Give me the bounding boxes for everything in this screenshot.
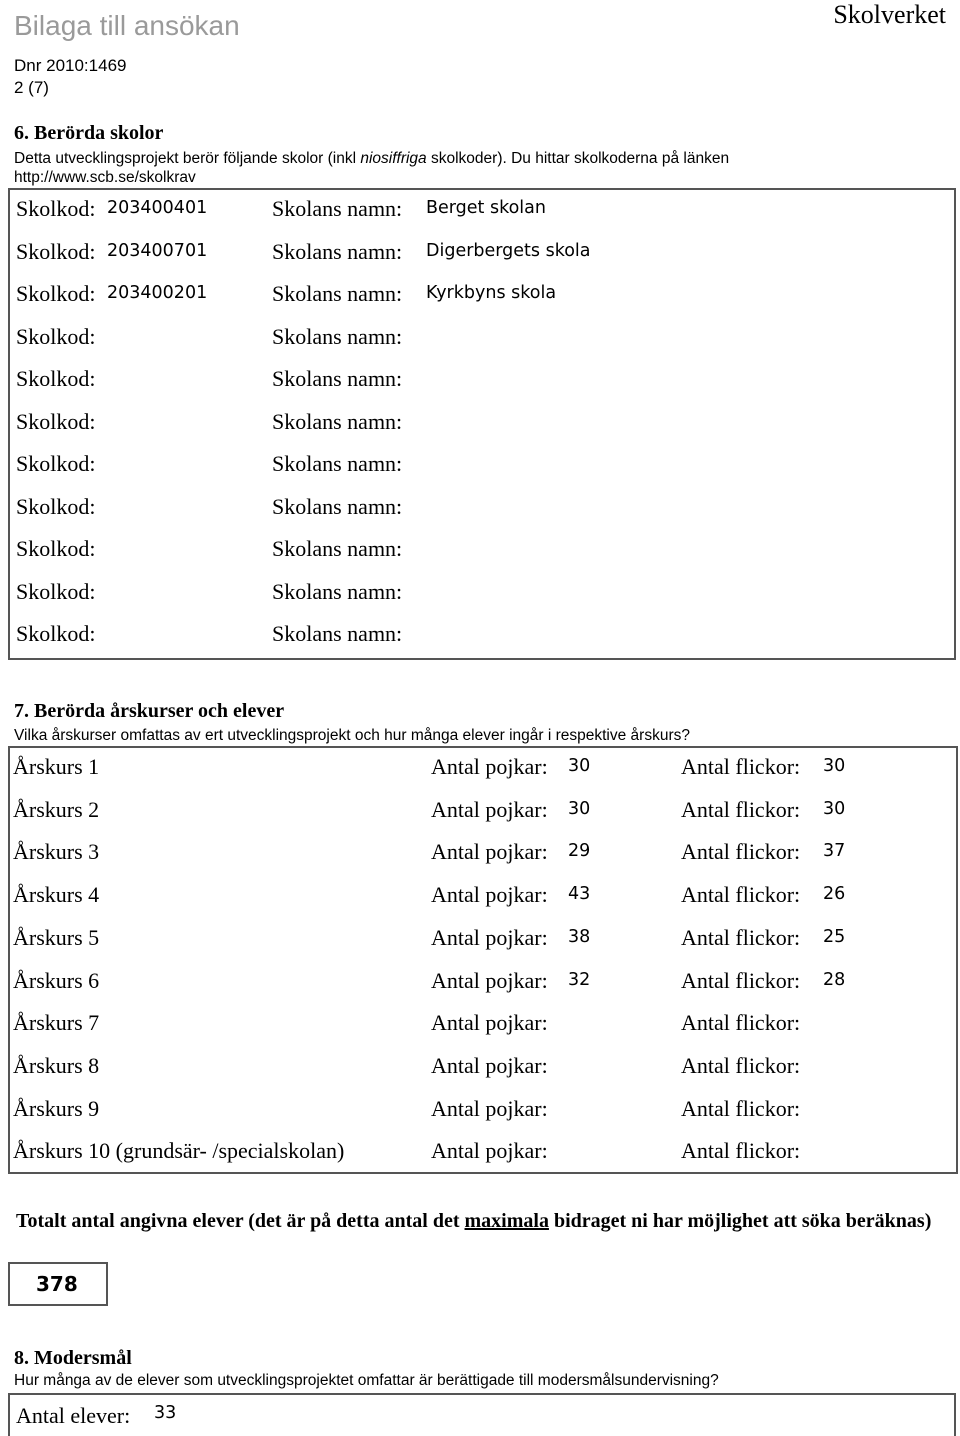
school-name-field[interactable]: Kyrkbyns skola <box>426 283 557 303</box>
grade-label: Årskurs 10 (grundsär- /specialskolan) <box>13 1138 345 1164</box>
boys-label: Antal pojkar: <box>431 1095 548 1121</box>
girls-label: Antal flickor: <box>681 1138 801 1164</box>
page-header-title: Bilaga till ansökan <box>14 10 240 41</box>
school-row <box>10 324 954 366</box>
section-8-title: 8. Modersmål <box>14 1347 132 1369</box>
section-6-description: Detta utvecklingsprojekt berör följande skolor (inkl niosiffriga skolkoder). Du hittar skolkoderna på länken <box>14 150 730 167</box>
section-7-description: Vilka årskurser omfattas av ert utvecklingsprojekt och hur många elever ingår i respektive årskurs? <box>14 727 690 744</box>
school-code-label: Skolkod: <box>16 493 96 519</box>
document-number: Dnr 2010:1469 <box>14 56 127 75</box>
grade-label: Årskurs 3 <box>13 839 100 865</box>
grade-row <box>10 1096 956 1138</box>
school-name-label: Skolans namn: <box>272 451 403 476</box>
grade-row <box>10 797 956 839</box>
mother-tongue-value: 33 <box>154 1403 177 1423</box>
boys-label: Antal pojkar: <box>431 754 548 779</box>
school-name-label: Skolans namn: <box>272 323 403 349</box>
boys-count-field[interactable]: 30 <box>568 756 591 776</box>
school-row <box>10 451 954 493</box>
boys-count-field[interactable]: 30 <box>568 798 591 819</box>
school-code-label: Skolkod: <box>16 366 96 391</box>
school-name-label: Skolans namn: <box>272 621 403 646</box>
school-row <box>10 366 954 408</box>
brand-logo-text: Skolverket <box>833 0 946 29</box>
school-row <box>10 536 954 578</box>
girls-label: Antal flickor: <box>681 924 801 950</box>
girls-label: Antal flickor: <box>681 839 801 865</box>
school-row <box>10 621 954 663</box>
boys-label: Antal pojkar: <box>431 796 548 822</box>
school-code-label: Skolkod: <box>16 323 96 349</box>
school-code-label: Skolkod: <box>16 196 96 221</box>
schools-box <box>8 188 956 660</box>
school-row <box>10 196 954 238</box>
mother-tongue-label: Antal elever: <box>16 1403 131 1428</box>
school-code-field[interactable]: 203400701 <box>107 240 208 261</box>
section-8-description: Hur många av de elever som utvecklingsprojektet omfattar är berättigade till modersmålsundervisning? <box>14 1372 719 1389</box>
boys-label: Antal pojkar: <box>431 839 548 865</box>
boys-label: Antal pojkar: <box>431 882 548 908</box>
school-row <box>10 281 954 323</box>
scb-link[interactable]: http://www.scb.se/skolkrav <box>14 169 196 186</box>
grade-label: Årskurs 9 <box>13 1095 100 1121</box>
grade-row <box>10 754 956 796</box>
school-name-label: Skolans namn: <box>272 578 403 604</box>
girls-label: Antal flickor: <box>681 882 801 908</box>
grades-box <box>8 746 958 1174</box>
school-name-label: Skolans namn: <box>272 238 403 264</box>
school-code-label: Skolkod: <box>16 536 96 561</box>
school-name-field[interactable]: Digerbergets skola <box>426 240 591 261</box>
girls-label: Antal flickor: <box>681 1095 801 1121</box>
school-row <box>10 409 954 451</box>
boys-label: Antal pojkar: <box>431 967 548 993</box>
girls-label: Antal flickor: <box>681 1052 801 1078</box>
grade-row <box>10 1010 956 1052</box>
grade-label: Årskurs 2 <box>13 796 100 822</box>
grade-row <box>10 1138 956 1180</box>
grade-row <box>10 839 956 881</box>
boys-count-field[interactable]: 43 <box>568 884 591 905</box>
school-name-label: Skolans namn: <box>272 536 403 561</box>
school-name-label: Skolans namn: <box>272 196 403 221</box>
total-students-label: Totalt antal angivna elever (det är på detta antal det maximala bidraget ni har möjlighet att söka beräknas) <box>16 1210 932 1232</box>
school-code-label: Skolkod: <box>16 451 96 476</box>
grade-label: Årskurs 5 <box>13 924 100 950</box>
section-7-title: 7. Berörda årskurser och elever <box>14 700 285 722</box>
page-number: 2 (7) <box>14 78 49 97</box>
school-name-field[interactable]: Berget skolan <box>426 198 546 218</box>
boys-label: Antal pojkar: <box>431 1138 548 1164</box>
school-code-field[interactable]: 203400401 <box>107 198 208 218</box>
boys-label: Antal pojkar: <box>431 924 548 950</box>
school-code-label: Skolkod: <box>16 238 96 264</box>
girls-count-field[interactable]: 26 <box>823 884 846 905</box>
girls-label: Antal flickor: <box>681 1010 801 1036</box>
school-code-label: Skolkod: <box>16 578 96 604</box>
grade-label: Årskurs 4 <box>13 882 100 908</box>
grade-label: Årskurs 6 <box>13 967 100 993</box>
total-students-value: 378 <box>36 1272 78 1296</box>
grade-row <box>10 925 956 967</box>
school-code-label: Skolkod: <box>16 408 96 434</box>
girls-count-field[interactable]: 25 <box>823 926 846 947</box>
boys-count-field[interactable]: 38 <box>568 926 591 947</box>
boys-label: Antal pojkar: <box>431 1010 548 1036</box>
school-name-label: Skolans namn: <box>272 493 403 519</box>
girls-count-field[interactable]: 30 <box>823 798 846 819</box>
grade-label: Årskurs 7 <box>13 1010 100 1036</box>
girls-label: Antal flickor: <box>681 967 801 993</box>
school-code-label: Skolkod: <box>16 621 96 646</box>
grade-row <box>10 882 956 924</box>
boys-label: Antal pojkar: <box>431 1052 548 1078</box>
grade-row <box>10 1053 956 1095</box>
grade-label: Årskurs 8 <box>13 1052 100 1078</box>
school-name-label: Skolans namn: <box>272 366 403 391</box>
girls-count-field[interactable]: 37 <box>823 841 846 862</box>
school-code-label: Skolkod: <box>16 281 96 306</box>
school-row <box>10 239 954 281</box>
grade-label: Årskurs 1 <box>13 754 100 779</box>
girls-count-field[interactable]: 30 <box>823 756 846 776</box>
girls-label: Antal flickor: <box>681 754 801 779</box>
total-students-field[interactable] <box>8 1262 108 1306</box>
school-code-field[interactable]: 203400201 <box>107 283 208 303</box>
school-name-label: Skolans namn: <box>272 281 403 306</box>
boys-count-field[interactable]: 29 <box>568 841 591 862</box>
boys-count-field[interactable]: 32 <box>568 969 591 990</box>
grade-row <box>10 968 956 1010</box>
school-row <box>10 494 954 536</box>
girls-label: Antal flickor: <box>681 796 801 822</box>
section-6-title: 6. Berörda skolor <box>14 122 164 144</box>
school-row <box>10 579 954 621</box>
school-name-label: Skolans namn: <box>272 408 403 434</box>
girls-count-field[interactable]: 28 <box>823 969 846 990</box>
mother-tongue-box[interactable] <box>8 1393 956 1436</box>
